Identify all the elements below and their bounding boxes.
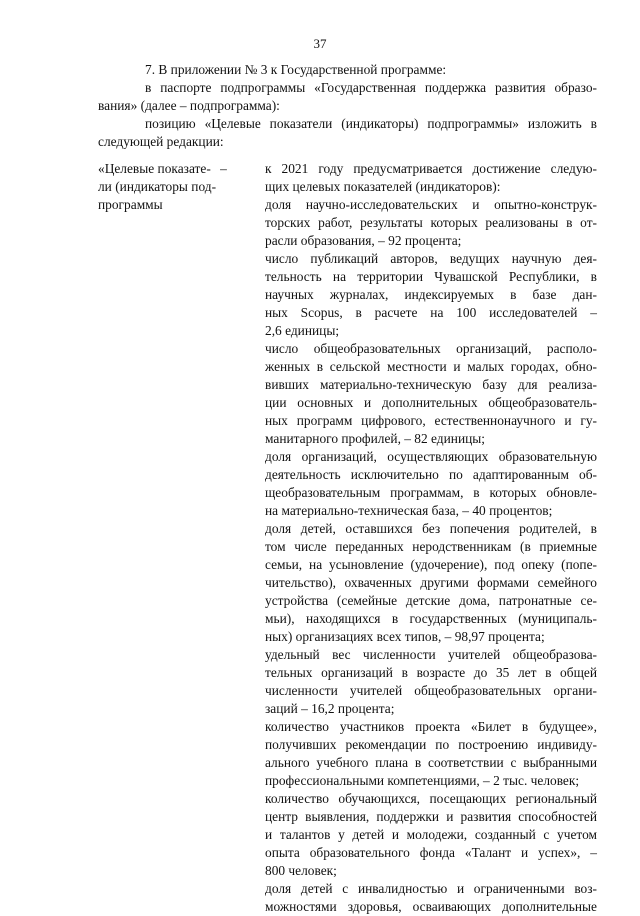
- intro-line-1: 7. В приложении № 3 к Государственной программе:: [145, 62, 447, 77]
- indicator-line: можностями здоровья, осваивающих дополнительные: [265, 899, 597, 914]
- indicator-line: тельность на территории Чувашской Республики, в: [265, 269, 597, 284]
- indicator-line: доля научно-исследовательских и опытно-конструк-: [265, 197, 597, 212]
- indicator-line: 2,6 единицы;: [265, 323, 340, 338]
- indicator-line: ных Scopus, в расчете на 100 исследователей –: [265, 305, 597, 320]
- indicator-line: и талантов у детей и молодежи, созданный с учетом: [265, 827, 597, 842]
- indicator-line: мьи), находящихся в государственных (муниципаль-: [265, 611, 597, 626]
- indicator-line: доля детей с инвалидностью и ограниченными воз-: [265, 881, 597, 896]
- indicator-line: профессиональными компетенциями, – 2 тыс. человек;: [265, 773, 580, 788]
- position-title-line-1: «Целевые показате- –: [98, 161, 227, 176]
- indicator-line: численности учителей общеобразовательных органи-: [265, 683, 597, 698]
- indicator-line: женных в сельской местности и малых городах, обно-: [265, 359, 597, 374]
- indicator-line: опыта образовательного фонда «Талант и успех», –: [265, 845, 597, 860]
- indicator-line: количество участников проекта «Билет в будущее»,: [265, 719, 597, 734]
- indicator-line: вивших материально-техническую базу для реализа-: [265, 377, 597, 392]
- intro-line-4: позицию «Целевые показатели (индикаторы) подпрограммы» изложить в: [145, 116, 597, 131]
- indicator-line: расли образования, – 92 процента;: [265, 233, 462, 248]
- indicator-line: число публикаций авторов, ведущих научную дея-: [265, 251, 597, 266]
- indicator-line: 800 человек;: [265, 863, 337, 878]
- intro-line-5: следующей редакции:: [98, 134, 224, 149]
- indicator-line: тельных организаций в возрасте до 35 лет в общей: [265, 665, 597, 680]
- indicator-line: ных программ цифрового, естественнонаучного и гу-: [265, 413, 597, 428]
- indicator-line: заций – 16,2 процента;: [265, 701, 395, 716]
- page-number: 37: [313, 36, 327, 51]
- indicator-line: том числе переданных неродственникам (в приемные: [265, 539, 597, 554]
- indicator-line: научных журналах, индексируемых в базе дан-: [265, 287, 597, 302]
- indicator-line: доля организаций, осуществляющих образовательную: [265, 449, 597, 464]
- indicator-line: ального учебного плана в соответствии с выбранными: [265, 755, 597, 770]
- indicator-line: семьи, на усыновление (удочерение), под опеку (попе-: [265, 557, 597, 572]
- indicator-line: количество обучающихся, посещающих региональный: [265, 791, 597, 806]
- indicator-line: деятельность исключительно по адаптированным об-: [265, 467, 597, 482]
- intro-line-2: в паспорте подпрограммы «Государственная поддержка развития образо-: [145, 80, 597, 95]
- position-dash: –: [220, 161, 227, 176]
- indicator-line: чительство), охваченных другими формами семейного: [265, 575, 597, 590]
- indicator-line: на материально-техническая база, – 40 процентов;: [265, 503, 553, 518]
- indicator-line: торских работ, результаты которых реализованы в от-: [265, 215, 597, 230]
- indicator-line: удельный вес численности учителей общеобразова-: [265, 647, 597, 662]
- indicator-line: устройства (семейные детские дома, патронатные се-: [265, 593, 597, 608]
- intro-line-3: вания» (далее – подпрограмма):: [98, 98, 280, 113]
- position-title-line-3: программы: [98, 197, 163, 212]
- indicator-line: манитарного профилей, – 82 единицы;: [265, 431, 486, 446]
- position-title-line-2: ли (индикаторы под-: [98, 179, 217, 194]
- position-title: [98, 160, 250, 214]
- indicator-line: ных) организациях всех типов, – 98,97 процента;: [265, 629, 545, 644]
- indicator-line: число общеобразовательных организаций, располо-: [265, 341, 597, 356]
- indicator-line: доля детей, оставшихся без попечения родителей, в: [265, 521, 597, 536]
- indicator-line: получивших рекомендации по построению индивиду-: [265, 737, 597, 752]
- indicator-line: щеобразовательным программам, в которых обновле-: [265, 485, 597, 500]
- indicator-line: ции основных и дополнительных общеобразователь-: [265, 395, 597, 410]
- indicator-line: к 2021 году предусматривается достижение следую-: [265, 161, 597, 176]
- indicator-line: щих целевых показателей (индикаторов):: [265, 179, 501, 194]
- indicators-text: [265, 160, 597, 916]
- indicator-line: центр выявления, поддержки и развития способностей: [265, 809, 597, 824]
